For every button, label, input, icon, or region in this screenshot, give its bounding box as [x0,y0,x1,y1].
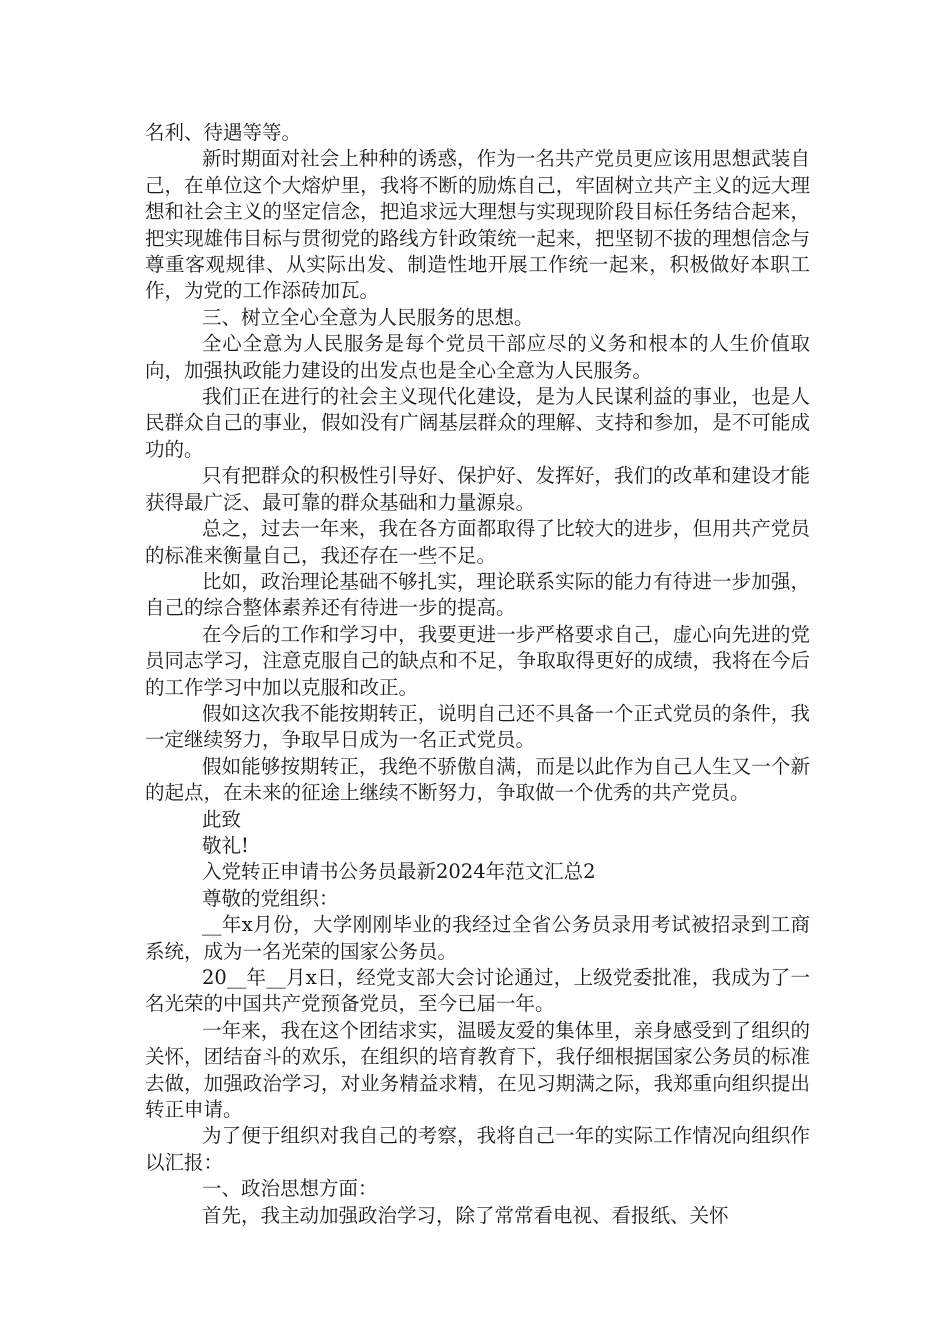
body-paragraph: 假如这次我不能按期转正，说明自己还不具备一个正式党员的条件，我一定继续努力，争取早日成为一名正式党员。 [145,701,810,752]
body-paragraph: 名利、待遇等等。 [145,121,302,144]
body-paragraph: 只有把群众的积极性引导好、保护好、发挥好，我们的改革和建设才能获得最广泛、最可靠的群众基础和力量源泉。 [145,464,810,514]
body-paragraph: 全心全意为人民服务是每个党员干部应尽的义务和根本的人生价值取向，加强执政能力建设的出发点也是全心全意为人民服务。 [145,332,810,382]
body-paragraph: 一、政治思想方面： [202,1177,378,1201]
body-paragraph: 我们正在进行的社会主义现代化建设，是为人民谋利益的事业，也是人民群众自己的事业，假如没有广阔基层群众的理解、支持和参加，是不可能成功的。 [145,385,810,461]
body-paragraph: __年x月份，大学刚刚毕业的我经过全省公务员录用考试被招录到工商系统，成为一名光荣的国家公务员。 [145,913,810,963]
body-paragraph: 一年来，我在这个团结求实，温暖友爱的集体里，亲身感受到了组织的关怀，团结奋斗的欢乐，在组织的培育教育下，我仔细根据国家公务员的标准去做，加强政治学习，对业务精益求精，在见习期满之际，我郑重向组织提出转正申请。 [145,1018,810,1122]
body-paragraph: 首先，我主动加强政治学习，除了常常看电视、看报纸、关怀 [202,1203,729,1227]
body-paragraph: 新时期面对社会上种种的诱惑，作为一名共产党员更应该用思想武装自己，在单位这个大熔炉里，我将不断的励炼自己，牢固树立共产主义的远大理想和社会主义的坚定信念，把追求远大理想与实现现阶段目标任务结合起来，把实现雄伟目标与贯彻党的路线方针政策统一起来，把坚韧不拔的理想信念与尊重客观规律、从实际出发、制造性地开展工作统一起来，积极做好本职工作，为党的工作添砖加瓦。 [145,147,810,303]
body-paragraph: 尊敬的党组织： [202,886,339,910]
body-paragraph: 在今后的工作和学习中，我要更进一步严格要求自己，虚心向先进的党员同志学习，注意克服自己的缺点和不足，争取取得更好的成绩，我将在今后的工作学习中加以克服和改正。 [145,622,810,699]
body-paragraph: 假如能够按期转正，我绝不骄傲自满，而是以此作为自己人生又一个新的起点，在未来的征途上继续不断努力，争取做一个优秀的共产党员。 [145,754,810,805]
body-paragraph: 总之，过去一年来，我在各方面都取得了比较大的进步，但用共产党员的标准来衡量自己，我还存在一些不足。 [145,517,810,567]
body-paragraph: 此致 [202,807,242,831]
body-paragraph: 20__年__月x日，经党支部大会讨论通过，上级党委批准，我成为了一名光荣的中国共产党预备党员，至今已届一年。 [145,966,810,1016]
body-paragraph: 入党转正申请书公务员最新2024年范文汇总2 [202,860,596,884]
body-paragraph: 为了便于组织对我自己的考察，我将自己一年的实际工作情况向组织作以汇报： [145,1124,810,1174]
body-paragraph: 三、树立全心全意为人民服务的思想。 [202,305,534,329]
body-paragraph: 比如，政治理论基础不够扎实，理论联系实际的能力有待进一步加强，自己的综合整体素养还有待进一步的提高。 [145,569,810,620]
body-paragraph: 敬礼! [202,833,249,857]
document-body [145,120,810,1229]
